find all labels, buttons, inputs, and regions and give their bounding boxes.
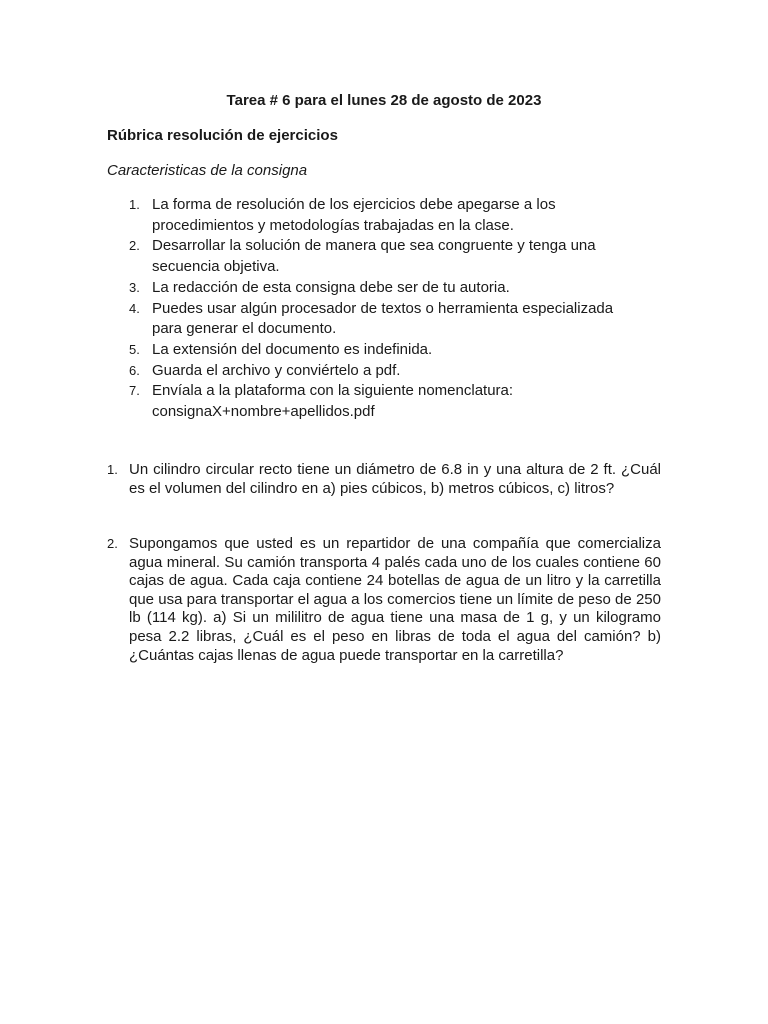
list-item-text: La forma de resolución de los ejercicios debe apegarse a los procedimientos y metodologías trabajadas en la clase.	[152, 196, 556, 234]
list-item-number: 3.	[129, 279, 140, 295]
consigna-list	[107, 195, 647, 423]
list-item	[107, 361, 647, 382]
list-item	[107, 381, 647, 422]
problem-2	[107, 535, 661, 665]
problem-1	[107, 461, 661, 498]
list-item-number: 6.	[129, 362, 140, 378]
list-item-text: La redacción de esta consigna debe ser de tu autoria.	[152, 278, 510, 296]
list-item-number: 2.	[129, 238, 140, 254]
problem-text: Un cilindro circular recto tiene un diámetro de 6.8 in y una altura de 2 ft. ¿Cuál es el volumen del cilindro en a) pies cúbicos, b) metros cúbicos, c) litros?	[129, 461, 661, 497]
list-item	[107, 236, 647, 277]
list-item-text: Envíala a la plataforma con la siguiente nomenclatura: consignaX+nombre+apellidos.pdf	[152, 382, 514, 421]
problem-number: 1.	[107, 462, 118, 477]
list-item-number: 7.	[129, 383, 140, 399]
list-item-text: La extensión del documento es indefinida.	[152, 340, 433, 358]
problem-number: 2.	[107, 536, 118, 551]
list-item-number: 1.	[129, 197, 140, 212]
list-item-number: 5.	[129, 341, 140, 357]
problem-text: Supongamos que usted es un repartidor de una compañía que comercializa agua mineral. Su camión transporta 4 palés cada uno de los cuales contiene 60 cajas de agua. Cada caja contiene 24 botellas de agua de un litro y la carretilla que usa para transportar el agua a los comercios tiene un límite de peso de 250 lb (114 kg). a) Si un mililitro de agua tiene una masa de 1 g, y un kilogramo pesa 2.2 libras, ¿Cuál es el peso en libras de toda el agua del camión? b) ¿Cuántas cajas llenas de agua puede transportar en la carretilla?	[129, 535, 661, 664]
list-item-number: 4.	[129, 300, 140, 316]
list-item-text: Puedes usar algún procesador de textos o herramienta especializada para generar el documento.	[152, 299, 614, 338]
rubric-heading: Rúbrica resolución de ejercicios	[107, 127, 338, 144]
consigna-subheading: Caracteristicas de la consigna	[107, 162, 308, 179]
list-item	[107, 299, 647, 340]
list-item	[107, 195, 647, 236]
list-item	[107, 340, 647, 361]
list-item-text: Desarrollar la solución de manera que sea congruente y tenga una secuencia objetiva.	[152, 237, 596, 276]
list-item-text: Guarda el archivo y conviértelo a pdf.	[152, 361, 401, 379]
document-title: Tarea # 6 para el lunes 28 de agosto de 2023	[226, 92, 542, 109]
list-item	[107, 278, 647, 299]
